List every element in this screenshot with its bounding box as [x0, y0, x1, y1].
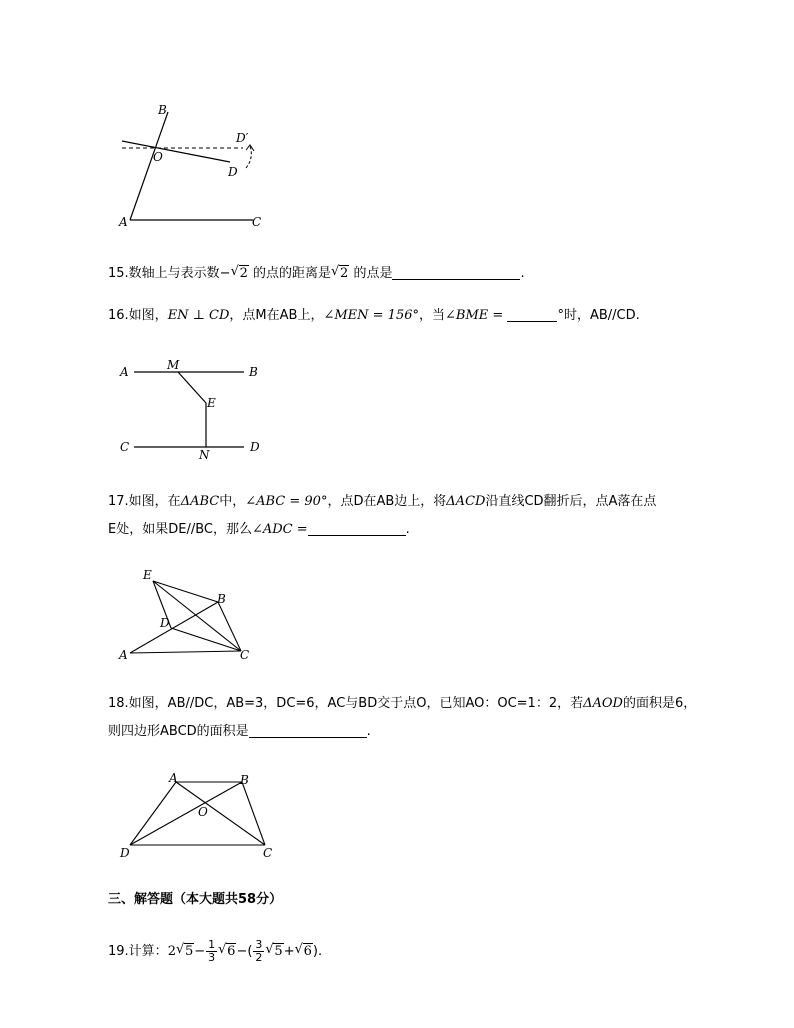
label-N: N [199, 448, 210, 462]
sqrt-5: √ 5 [175, 942, 194, 959]
label-B: B [249, 365, 258, 379]
answer-blank-16[interactable] [507, 307, 557, 322]
label-E: E [207, 396, 216, 410]
fraction-three-halves: $\frac{3}{2}$ [255, 938, 263, 964]
label-O: O [198, 805, 208, 819]
answer-blank-15[interactable] [392, 265, 520, 280]
sqrt-6b: √ 6 [294, 942, 312, 959]
sqrt-5b: √ 5 [265, 942, 283, 959]
label-C: C [263, 846, 273, 860]
label-D: D [228, 165, 238, 179]
figure-parallel-lines [108, 355, 268, 465]
label-A: A [119, 215, 128, 229]
sqrt-2: √ 2 [230, 264, 248, 281]
label-D-prime: D′ [236, 131, 249, 145]
label-B: B [217, 592, 226, 606]
label-C: C [252, 215, 262, 229]
question-17-line-2: E处，如果DE//BC，那么∠ADC = . [108, 522, 410, 537]
label-D: D [250, 440, 260, 454]
question-17-line-1: 17.如图，在ΔABC中，∠ABC = 90°，点D在AB边上，将ΔACD沿直线CD翻折后，点A落在点 [108, 494, 657, 509]
label-A: A [169, 771, 178, 785]
label-C: C [120, 440, 130, 454]
figure-angle-fold [108, 100, 278, 235]
question-18-line-2: 则四边形ABCD的面积是 . [108, 724, 371, 739]
label-C: C [240, 648, 250, 662]
fraction-one-third: $\frac{1}{3}$ [208, 938, 216, 964]
label-B: B [158, 103, 167, 117]
figure-trapezoid [108, 765, 288, 865]
question-19: 19.计算：2 √ 5− $\frac{1}{3}$ √ 6−( $\frac{3}{2}$ √ 5+ √ 6). [108, 938, 323, 964]
label-B: B [240, 773, 249, 787]
label-E: E [143, 568, 152, 582]
label-O: O [153, 150, 163, 164]
sqrt-6: √ 6 [218, 942, 236, 959]
label-A: A [119, 648, 128, 662]
label-D: D [160, 616, 170, 630]
answer-blank-18[interactable] [249, 723, 367, 738]
question-15: 15.数轴上与表示数− √ 2 的点的距离是 √ 2 的点是 . [108, 264, 525, 284]
figure-fold-triangle [108, 565, 258, 665]
label-D: D [120, 846, 130, 860]
label-M: M [167, 358, 180, 372]
section-3-heading: 三、解答题（本大题共58分） [108, 892, 283, 907]
question-18-line-1: 18.如图，AB//DC，AB=3，DC=6，AC与BD交于点O，已知AO：OC=1：2，若ΔAOD的面积是6， [108, 696, 697, 711]
question-16: 16.如图，EN ⊥ CD，点M在AB上，∠MEN = 156°，当∠BME = °时，AB//CD. [108, 308, 640, 323]
sqrt-2b: √ 2 [331, 264, 349, 281]
answer-blank-17[interactable] [308, 521, 406, 536]
label-A: A [120, 365, 129, 379]
